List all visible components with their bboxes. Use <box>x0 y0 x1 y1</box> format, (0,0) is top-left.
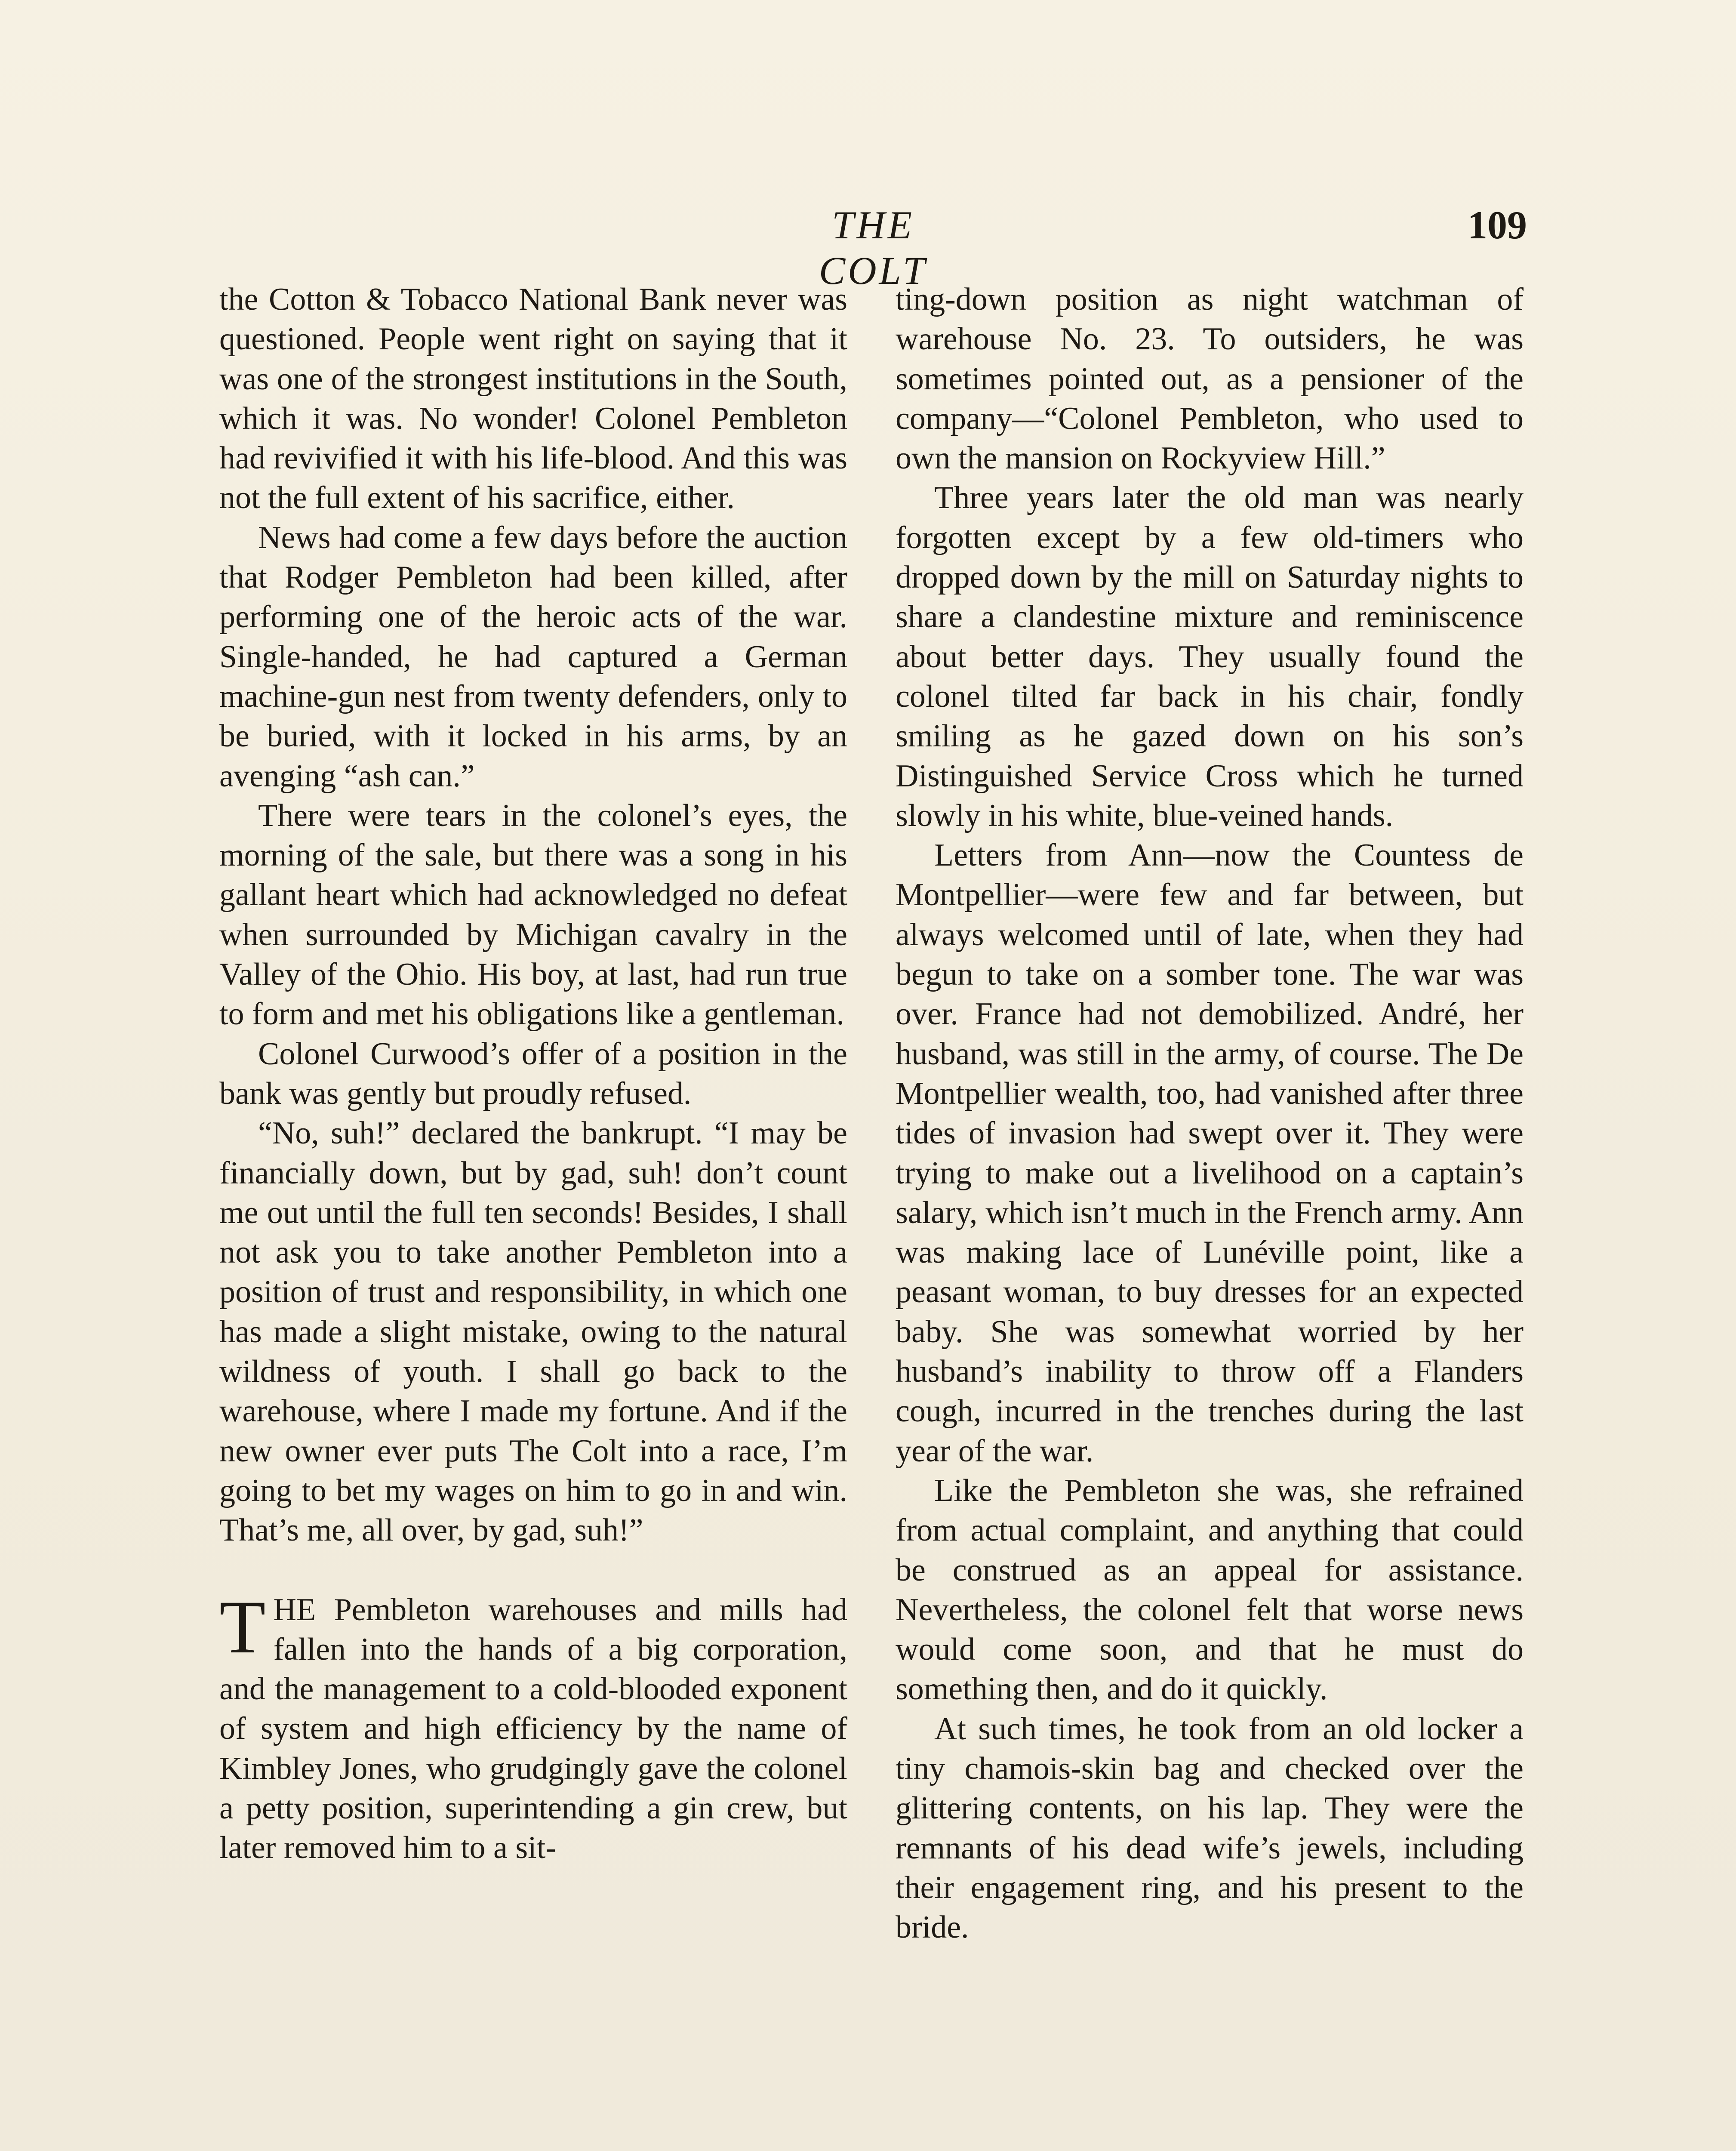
paragraph: “No, suh!” declared the bankrupt. “I may be financially down, but by gad, suh! don’t count me out until the full ten seconds! Besides, I shall not ask you to take another Pembleton into a position of trust and responsibility, in which one has made a slight mistake, owing to the natural wildness of youth. I shall go back to the warehouse, where I made my fortune. And if the new owner ever puts The Colt into a race, I’m going to bet my wages on him to go in and win. That’s me, all over, by gad, suh!” <box>219 1116 847 1548</box>
paragraph: the Cotton & Tobacco National Bank never was questioned. People went right on saying that it was one of the strongest institutions in the South, which it was. No wonder! Colonel Pembleton had revivified it with his life-blood. And this was not the full extent of his sacrifice, either. <box>219 282 847 516</box>
paragraph: Three years later the old man was nearly forgotten except by a few old-timers who dropped down by the mill on Saturday nights to share a clandestine mixture and reminiscence about better days. They usually found the colonel tilted far back in his chair, fondly smiling as he gazed down on his son’s Distinguished Service Cross which he turned slowly in his white, blue-veined hands. <box>896 480 1524 833</box>
paragraph: Like the Pembleton she was, she refrained from actual complaint, and anything that could be construed as an appeal for assistance. Nevertheless, the colonel felt that worse news would come soon, and that he must do something then, and do it quickly. <box>896 1473 1524 1707</box>
paragraph: News had come a few days before the auction that Rodger Pembleton had been killed, after performing one of the heroic acts of the war. Single-handed, he had captured a German machine-gun nest from twenty defenders, only to be buried, with it locked in his arms, by an avenging “ash can.” <box>219 520 847 794</box>
paragraph: There were tears in the colonel’s eyes, the morning of the sale, but there was a song in his gallant heart which had acknowledged no defeat when surrounded by Michigan cavalry in the Valley of the Ohio. His boy, at last, had run true to form and met his obligations like a gentleman. <box>219 798 847 1032</box>
paragraph: At such times, he took from an old locker a tiny chamois-skin bag and checked over the glittering contents, on his lap. They were the remnants of his dead wife’s jewels, including their engagement ring, and his present to the bride. <box>896 1711 1524 1945</box>
left-column <box>219 280 847 1868</box>
right-column <box>896 280 1524 1947</box>
drop-cap: T <box>219 1585 266 1669</box>
paragraph: Colonel Curwood’s offer of a position in the bank was gently but proudly refused. <box>219 1036 847 1111</box>
page-number: 109 <box>1468 203 1527 247</box>
paragraph: ting-down position as night watchman of warehouse No. 23. To outsiders, he was sometimes pointed out, as a pensioner of the company—“Colonel Pembleton, who used to own the mansion on Rockyview Hill.” <box>896 282 1524 476</box>
section-paragraph <box>219 1585 847 1868</box>
paragraph: Letters from Ann—now the Countess de Montpellier—were few and far between, but always welcomed until of late, when they had begun to take on a somber tone. The war was over. France had not demobilized. André, her husband, was still in the army, of course. The De Montpellier wealth, too, had vanished after three tides of invasion had swept over it. They were trying to make out a livelihood on a captain’s salary, which isn’t much in the French army. Ann was making lace of Lunéville point, like a peasant woman, to buy dresses for an expected baby. She was somewhat worried by her husband’s inability to throw off a Flanders cough, incurred in the trenches during the last year of the war. <box>896 838 1524 1469</box>
paragraph-text: HE Pembleton warehouses and mills had fallen into the hands of a big corporation, and the management to a cold-blooded exponent of system and high efficiency by the name of Kimbley Jones, who grudgingly gave the colonel a petty position, superintending a gin crew, but later removed him to a sit- <box>219 1592 847 1866</box>
running-title: THE COLT <box>819 203 928 293</box>
